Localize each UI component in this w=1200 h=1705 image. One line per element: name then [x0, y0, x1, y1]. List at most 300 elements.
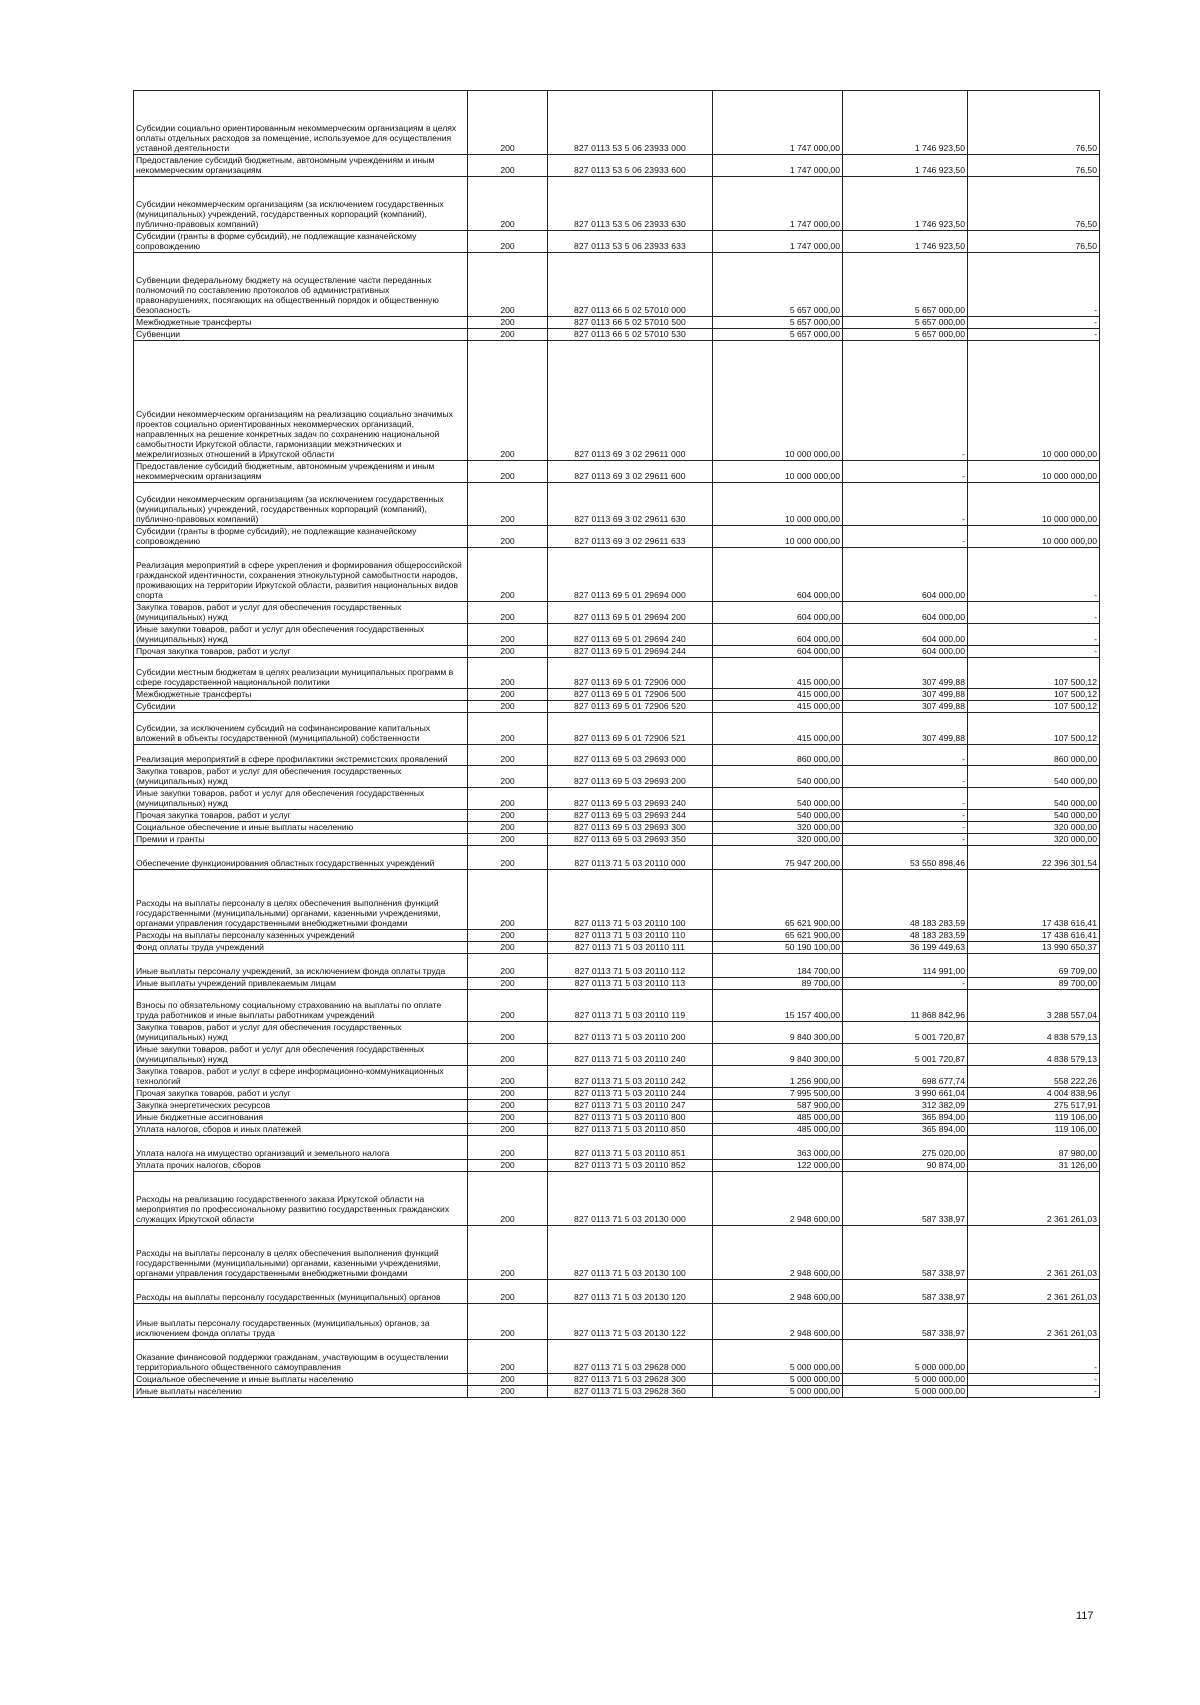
cell-budget-code: 827 0113 69 5 01 72906 521 [548, 713, 713, 745]
cell-remainder: 2 361 261,03 [968, 1226, 1100, 1280]
cell-description: Субсидии (гранты в форме субсидий), не подлежащие казначейскому сопровождению [134, 526, 468, 548]
cell-budget-code: 827 0113 71 5 03 20110 000 [548, 846, 713, 870]
cell-description: Взносы по обязательному социальному страхованию на выплаты по оплате труда работников и иные выплаты работникам учреждений [134, 990, 468, 1022]
cell-line-code: 200 [468, 602, 548, 624]
table-row [134, 713, 1100, 745]
table-row [134, 1340, 1100, 1374]
cell-description: Субсидии, за исключением субсидий на софинансирование капитальных вложений в объекты государственной (муниципальной) собственности [134, 713, 468, 745]
cell-approved: 540 000,00 [713, 766, 843, 788]
cell-executed: 5 657 000,00 [843, 253, 968, 317]
cell-budget-code: 827 0113 71 5 03 20110 200 [548, 1022, 713, 1044]
cell-executed: - [843, 810, 968, 822]
cell-executed: 587 338,97 [843, 1226, 968, 1280]
cell-budget-code: 827 0113 69 5 03 29693 000 [548, 745, 713, 766]
cell-remainder: - [968, 548, 1100, 602]
table-row [134, 930, 1100, 942]
cell-approved: 604 000,00 [713, 602, 843, 624]
cell-executed: 604 000,00 [843, 646, 968, 658]
cell-approved: 65 621 900,00 [713, 870, 843, 930]
cell-budget-code: 827 0113 71 5 03 20130 122 [548, 1304, 713, 1340]
cell-description: Фонд оплаты труда учреждений [134, 942, 468, 954]
cell-executed: - [843, 788, 968, 810]
cell-budget-code: 827 0113 71 5 03 20110 100 [548, 870, 713, 930]
cell-approved: 5 000 000,00 [713, 1386, 843, 1398]
cell-approved: 587 900,00 [713, 1100, 843, 1112]
table-row [134, 1304, 1100, 1340]
cell-budget-code: 827 0113 69 5 01 29694 244 [548, 646, 713, 658]
cell-budget-code: 827 0113 69 5 03 29693 240 [548, 788, 713, 810]
cell-line-code: 200 [468, 766, 548, 788]
cell-approved: 415 000,00 [713, 689, 843, 701]
cell-budget-code: 827 0113 69 3 02 29611 000 [548, 341, 713, 461]
cell-line-code: 200 [468, 526, 548, 548]
table-row [134, 483, 1100, 526]
cell-budget-code: 827 0113 69 5 01 72906 500 [548, 689, 713, 701]
table-row [134, 701, 1100, 713]
cell-remainder: 320 000,00 [968, 834, 1100, 846]
cell-budget-code: 827 0113 69 5 01 72906 000 [548, 658, 713, 689]
cell-description: Реализация мероприятий в сфере укрепления и формирования общероссийской гражданской идентичности, сохранения этнокультурной самобытности народов, проживающих на территории Иркутской области, развития национальных видов спорта [134, 548, 468, 602]
cell-executed: 5 000 000,00 [843, 1386, 968, 1398]
cell-budget-code: 827 0113 71 5 03 20110 113 [548, 978, 713, 990]
cell-budget-code: 827 0113 71 5 03 20110 242 [548, 1066, 713, 1088]
cell-approved: 540 000,00 [713, 810, 843, 822]
cell-description: Иные закупки товаров, работ и услуг для обеспечения государственных (муниципальных) нужд [134, 1044, 468, 1066]
table-row [134, 548, 1100, 602]
cell-budget-code: 827 0113 71 5 03 29628 000 [548, 1340, 713, 1374]
cell-executed: 604 000,00 [843, 602, 968, 624]
table-row [134, 341, 1100, 461]
cell-line-code: 200 [468, 1112, 548, 1124]
cell-approved: 485 000,00 [713, 1124, 843, 1136]
cell-approved: 1 747 000,00 [713, 155, 843, 177]
cell-approved: 2 948 600,00 [713, 1304, 843, 1340]
cell-budget-code: 827 0113 71 5 03 20130 000 [548, 1172, 713, 1226]
cell-approved: 184 700,00 [713, 954, 843, 978]
cell-executed: 365 894,00 [843, 1124, 968, 1136]
cell-approved: 604 000,00 [713, 548, 843, 602]
table-row [134, 155, 1100, 177]
cell-description: Иные выплаты персоналу учреждений, за исключением фонда оплаты труда [134, 954, 468, 978]
cell-executed: 604 000,00 [843, 624, 968, 646]
cell-description: Реализация мероприятий в сфере профилактики экстремистских проявлений [134, 745, 468, 766]
cell-description: Субсидии [134, 701, 468, 713]
cell-line-code: 200 [468, 646, 548, 658]
cell-remainder: 69 709,00 [968, 954, 1100, 978]
cell-budget-code: 827 0113 53 5 06 23933 630 [548, 177, 713, 231]
cell-description: Социальное обеспечение и иные выплаты населению [134, 1374, 468, 1386]
cell-executed: 307 499,88 [843, 713, 968, 745]
cell-remainder: 107 500,12 [968, 713, 1100, 745]
cell-remainder: - [968, 624, 1100, 646]
table-row [134, 526, 1100, 548]
cell-remainder: 17 438 616,41 [968, 930, 1100, 942]
cell-approved: 604 000,00 [713, 624, 843, 646]
cell-executed: 587 338,97 [843, 1280, 968, 1304]
cell-budget-code: 827 0113 71 5 03 20110 119 [548, 990, 713, 1022]
table-row [134, 766, 1100, 788]
cell-executed: 307 499,88 [843, 658, 968, 689]
cell-description: Расходы на выплаты персоналу в целях обеспечения выполнения функций государственными (муниципальными) органами, казенными учреждениями, органами управления государственными внебюджетными фондами [134, 1226, 468, 1280]
table-row [134, 870, 1100, 930]
cell-approved: 10 000 000,00 [713, 483, 843, 526]
cell-remainder: 119 106,00 [968, 1124, 1100, 1136]
cell-remainder: - [968, 1386, 1100, 1398]
cell-budget-code: 827 0113 69 5 01 72906 520 [548, 701, 713, 713]
cell-remainder: 17 438 616,41 [968, 870, 1100, 930]
cell-description: Закупка товаров, работ и услуг в сфере информационно-коммуникационных технологий [134, 1066, 468, 1088]
cell-executed: 365 894,00 [843, 1112, 968, 1124]
table-row [134, 1066, 1100, 1088]
cell-budget-code: 827 0113 71 5 03 20130 120 [548, 1280, 713, 1304]
cell-executed: 5 657 000,00 [843, 317, 968, 329]
table-row [134, 1160, 1100, 1172]
cell-line-code: 200 [468, 1066, 548, 1088]
cell-line-code: 200 [468, 942, 548, 954]
cell-approved: 50 190 100,00 [713, 942, 843, 954]
cell-approved: 1 747 000,00 [713, 91, 843, 155]
cell-approved: 122 000,00 [713, 1160, 843, 1172]
cell-description: Иные выплаты населению [134, 1386, 468, 1398]
cell-line-code: 200 [468, 1136, 548, 1160]
cell-remainder: 540 000,00 [968, 810, 1100, 822]
cell-executed: - [843, 834, 968, 846]
cell-description: Уплата налогов, сборов и иных платежей [134, 1124, 468, 1136]
table-row [134, 658, 1100, 689]
cell-executed: 5 000 000,00 [843, 1374, 968, 1386]
cell-executed: 5 001 720,87 [843, 1022, 968, 1044]
cell-approved: 75 947 200,00 [713, 846, 843, 870]
cell-line-code: 200 [468, 978, 548, 990]
cell-line-code: 200 [468, 1386, 548, 1398]
cell-description: Иные закупки товаров, работ и услуг для обеспечения государственных (муниципальных) нужд [134, 624, 468, 646]
cell-description: Субсидии (гранты в форме субсидий), не подлежащие казначейскому сопровождению [134, 231, 468, 253]
cell-executed: - [843, 461, 968, 483]
cell-line-code: 200 [468, 713, 548, 745]
cell-line-code: 200 [468, 846, 548, 870]
table-row [134, 231, 1100, 253]
cell-remainder: 3 288 557,04 [968, 990, 1100, 1022]
cell-approved: 10 000 000,00 [713, 461, 843, 483]
cell-description: Субсидии некоммерческим организациям (за исключением государственных (муниципальных) учреждений, государственных корпораций (компаний), публично-правовых компаний) [134, 483, 468, 526]
cell-description: Субсидии некоммерческим организациям (за исключением государственных (муниципальных) учреждений, государственных корпораций (компаний), публично-правовых компаний) [134, 177, 468, 231]
cell-line-code: 200 [468, 834, 548, 846]
table-row [134, 91, 1100, 155]
cell-approved: 5 657 000,00 [713, 317, 843, 329]
cell-approved: 415 000,00 [713, 713, 843, 745]
table-row [134, 624, 1100, 646]
cell-description: Закупка товаров, работ и услуг для обеспечения государственных (муниципальных) нужд [134, 602, 468, 624]
cell-budget-code: 827 0113 71 5 03 29628 300 [548, 1374, 713, 1386]
cell-approved: 5 000 000,00 [713, 1340, 843, 1374]
table-row [134, 1100, 1100, 1112]
cell-approved: 2 948 600,00 [713, 1172, 843, 1226]
cell-budget-code: 827 0113 69 5 01 29694 000 [548, 548, 713, 602]
cell-line-code: 200 [468, 1044, 548, 1066]
cell-budget-code: 827 0113 53 5 06 23933 633 [548, 231, 713, 253]
cell-approved: 320 000,00 [713, 834, 843, 846]
cell-description: Иные закупки товаров, работ и услуг для обеспечения государственных (муниципальных) нужд [134, 788, 468, 810]
table-body [134, 91, 1100, 1398]
cell-line-code: 200 [468, 1172, 548, 1226]
cell-line-code: 200 [468, 624, 548, 646]
table-row [134, 1112, 1100, 1124]
cell-line-code: 200 [468, 253, 548, 317]
cell-remainder: 2 361 261,03 [968, 1280, 1100, 1304]
cell-budget-code: 827 0113 69 5 01 29694 200 [548, 602, 713, 624]
cell-approved: 604 000,00 [713, 646, 843, 658]
cell-remainder: 76,50 [968, 91, 1100, 155]
cell-remainder: - [968, 329, 1100, 341]
table-row [134, 1022, 1100, 1044]
cell-approved: 363 000,00 [713, 1136, 843, 1160]
cell-remainder: 107 500,12 [968, 689, 1100, 701]
cell-line-code: 200 [468, 990, 548, 1022]
table-row [134, 1172, 1100, 1226]
cell-description: Иные бюджетные ассигнования [134, 1112, 468, 1124]
cell-executed: 312 382,09 [843, 1100, 968, 1112]
cell-remainder: 87 980,00 [968, 1136, 1100, 1160]
cell-description: Межбюджетные трансферты [134, 317, 468, 329]
cell-description: Расходы на реализацию государственного заказа Иркутской области на мероприятия по профессиональному развитию государственных гражданских служащих Иркутской области [134, 1172, 468, 1226]
cell-line-code: 200 [468, 810, 548, 822]
cell-budget-code: 827 0113 69 3 02 29611 630 [548, 483, 713, 526]
cell-executed: 48 183 283,59 [843, 870, 968, 930]
cell-remainder: 13 990 650,37 [968, 942, 1100, 954]
cell-line-code: 200 [468, 91, 548, 155]
cell-line-code: 200 [468, 231, 548, 253]
cell-executed: 1 746 923,50 [843, 231, 968, 253]
cell-budget-code: 827 0113 71 5 03 29628 360 [548, 1386, 713, 1398]
cell-description: Обеспечение функционирования областных государственных учреждений [134, 846, 468, 870]
cell-line-code: 200 [468, 745, 548, 766]
cell-budget-code: 827 0113 71 5 03 20110 111 [548, 942, 713, 954]
cell-budget-code: 827 0113 71 5 03 20110 850 [548, 1124, 713, 1136]
cell-approved: 9 840 300,00 [713, 1044, 843, 1066]
cell-line-code: 200 [468, 822, 548, 834]
cell-approved: 5 000 000,00 [713, 1374, 843, 1386]
cell-executed: - [843, 483, 968, 526]
cell-description: Социальное обеспечение и иные выплаты населению [134, 822, 468, 834]
cell-budget-code: 827 0113 71 5 03 20110 240 [548, 1044, 713, 1066]
cell-remainder: - [968, 253, 1100, 317]
table-row [134, 1386, 1100, 1398]
cell-description: Иные выплаты персоналу государственных (муниципальных) органов, за исключением фонда оплаты труда [134, 1304, 468, 1340]
cell-remainder: 540 000,00 [968, 766, 1100, 788]
cell-description: Субвенции федеральному бюджету на осуществление части переданных полномочий по составлению протоколов об административных правонарушениях, посягающих на общественный порядок и общественную безопасность [134, 253, 468, 317]
cell-approved: 1 747 000,00 [713, 177, 843, 231]
cell-line-code: 200 [468, 954, 548, 978]
cell-remainder: 76,50 [968, 155, 1100, 177]
cell-budget-code: 827 0113 71 5 03 20110 851 [548, 1136, 713, 1160]
cell-executed: 698 677,74 [843, 1066, 968, 1088]
cell-remainder: 31 126,00 [968, 1160, 1100, 1172]
cell-executed: - [843, 766, 968, 788]
cell-line-code: 200 [468, 1124, 548, 1136]
budget-execution-table [133, 90, 1100, 1398]
cell-description: Расходы на выплаты персоналу государственных (муниципальных) органов [134, 1280, 468, 1304]
cell-executed: 3 990 661,04 [843, 1088, 968, 1100]
cell-description: Уплата налога на имущество организаций и земельного налога [134, 1136, 468, 1160]
cell-budget-code: 827 0113 71 5 03 20110 247 [548, 1100, 713, 1112]
table-row [134, 846, 1100, 870]
cell-description: Расходы на выплаты персоналу в целях обеспечения выполнения функций государственными (муниципальными) органами, казенными учреждениями, органами управления государственными внебюджетными фондами [134, 870, 468, 930]
cell-remainder: - [968, 317, 1100, 329]
cell-description: Прочая закупка товаров, работ и услуг [134, 646, 468, 658]
cell-line-code: 200 [468, 548, 548, 602]
table-row [134, 1044, 1100, 1066]
cell-executed: 53 550 898,46 [843, 846, 968, 870]
cell-remainder: - [968, 1374, 1100, 1386]
cell-approved: 10 000 000,00 [713, 341, 843, 461]
cell-approved: 320 000,00 [713, 822, 843, 834]
table-row [134, 461, 1100, 483]
cell-executed: - [843, 526, 968, 548]
cell-approved: 485 000,00 [713, 1112, 843, 1124]
cell-description: Субсидии местным бюджетам в целях реализации муниципальных программ в сфере государственной национальной политики [134, 658, 468, 689]
cell-description: Субвенции [134, 329, 468, 341]
cell-line-code: 200 [468, 155, 548, 177]
table-row [134, 689, 1100, 701]
cell-budget-code: 827 0113 69 5 01 29694 240 [548, 624, 713, 646]
cell-budget-code: 827 0113 69 5 03 29693 350 [548, 834, 713, 846]
cell-budget-code: 827 0113 69 3 02 29611 633 [548, 526, 713, 548]
cell-budget-code: 827 0113 66 5 02 57010 000 [548, 253, 713, 317]
cell-remainder: 10 000 000,00 [968, 483, 1100, 526]
cell-executed: 114 991,00 [843, 954, 968, 978]
cell-executed: 587 338,97 [843, 1172, 968, 1226]
cell-description: Закупка энергетических ресурсов [134, 1100, 468, 1112]
cell-budget-code: 827 0113 69 5 03 29693 300 [548, 822, 713, 834]
cell-approved: 2 948 600,00 [713, 1226, 843, 1280]
cell-remainder: 89 700,00 [968, 978, 1100, 990]
cell-budget-code: 827 0113 71 5 03 20110 244 [548, 1088, 713, 1100]
cell-remainder: 22 396 301,54 [968, 846, 1100, 870]
cell-approved: 89 700,00 [713, 978, 843, 990]
table-row [134, 646, 1100, 658]
cell-line-code: 200 [468, 788, 548, 810]
cell-description: Предоставление субсидий бюджетным, автономным учреждениям и иным некоммерческим организациям [134, 461, 468, 483]
cell-budget-code: 827 0113 53 5 06 23933 600 [548, 155, 713, 177]
cell-line-code: 200 [468, 341, 548, 461]
cell-remainder: 4 004 838,96 [968, 1088, 1100, 1100]
cell-approved: 415 000,00 [713, 701, 843, 713]
cell-executed: 307 499,88 [843, 701, 968, 713]
cell-approved: 9 840 300,00 [713, 1022, 843, 1044]
cell-description: Расходы на выплаты персоналу казенных учреждений [134, 930, 468, 942]
cell-approved: 1 747 000,00 [713, 231, 843, 253]
cell-executed: 90 874,00 [843, 1160, 968, 1172]
cell-approved: 65 621 900,00 [713, 930, 843, 942]
cell-line-code: 200 [468, 1088, 548, 1100]
table-row [134, 1226, 1100, 1280]
cell-approved: 10 000 000,00 [713, 526, 843, 548]
cell-line-code: 200 [468, 1022, 548, 1044]
cell-line-code: 200 [468, 177, 548, 231]
cell-description: Субсидии социально ориентированным некоммерческим организациям в целях оплаты отдельных расходов за помещение, используемое для осуществления уставной деятельности [134, 91, 468, 155]
cell-executed: 1 746 923,50 [843, 155, 968, 177]
cell-remainder: - [968, 646, 1100, 658]
cell-executed: 307 499,88 [843, 689, 968, 701]
cell-executed: 275 020,00 [843, 1136, 968, 1160]
cell-budget-code: 827 0113 69 5 03 29693 244 [548, 810, 713, 822]
cell-approved: 540 000,00 [713, 788, 843, 810]
cell-executed: 587 338,97 [843, 1304, 968, 1340]
cell-executed: - [843, 978, 968, 990]
table-row [134, 329, 1100, 341]
cell-remainder: 2 361 261,03 [968, 1172, 1100, 1226]
cell-remainder: 10 000 000,00 [968, 461, 1100, 483]
cell-line-code: 200 [468, 870, 548, 930]
cell-line-code: 200 [468, 1280, 548, 1304]
cell-line-code: 200 [468, 689, 548, 701]
cell-remainder: 2 361 261,03 [968, 1304, 1100, 1340]
cell-budget-code: 827 0113 71 5 03 20110 800 [548, 1112, 713, 1124]
cell-remainder: 540 000,00 [968, 788, 1100, 810]
cell-description: Межбюджетные трансферты [134, 689, 468, 701]
cell-line-code: 200 [468, 329, 548, 341]
table-row [134, 1374, 1100, 1386]
table-row [134, 810, 1100, 822]
page-number: 117 [1076, 1610, 1094, 1622]
cell-executed: 1 746 923,50 [843, 91, 968, 155]
cell-line-code: 200 [468, 1340, 548, 1374]
cell-executed: - [843, 822, 968, 834]
cell-approved: 2 948 600,00 [713, 1280, 843, 1304]
cell-line-code: 200 [468, 483, 548, 526]
cell-description: Закупка товаров, работ и услуг для обеспечения государственных (муниципальных) нужд [134, 766, 468, 788]
cell-line-code: 200 [468, 1304, 548, 1340]
table-row [134, 1088, 1100, 1100]
cell-description: Прочая закупка товаров, работ и услуг [134, 810, 468, 822]
cell-executed: 5 000 000,00 [843, 1340, 968, 1374]
table-row [134, 788, 1100, 810]
cell-budget-code: 827 0113 71 5 03 20130 100 [548, 1226, 713, 1280]
table-row [134, 317, 1100, 329]
cell-line-code: 200 [468, 317, 548, 329]
cell-budget-code: 827 0113 66 5 02 57010 530 [548, 329, 713, 341]
cell-executed: 1 746 923,50 [843, 177, 968, 231]
cell-executed: 5 001 720,87 [843, 1044, 968, 1066]
cell-line-code: 200 [468, 930, 548, 942]
cell-line-code: 200 [468, 1100, 548, 1112]
table-row [134, 1124, 1100, 1136]
cell-remainder: - [968, 602, 1100, 624]
cell-approved: 5 657 000,00 [713, 253, 843, 317]
cell-remainder: 107 500,12 [968, 701, 1100, 713]
cell-remainder: 558 222,26 [968, 1066, 1100, 1088]
cell-line-code: 200 [468, 1160, 548, 1172]
cell-executed: 48 183 283,59 [843, 930, 968, 942]
cell-approved: 5 657 000,00 [713, 329, 843, 341]
cell-budget-code: 827 0113 66 5 02 57010 500 [548, 317, 713, 329]
cell-budget-code: 827 0113 71 5 03 20110 110 [548, 930, 713, 942]
cell-remainder: 10 000 000,00 [968, 341, 1100, 461]
table-row [134, 954, 1100, 978]
cell-approved: 860 000,00 [713, 745, 843, 766]
table-row [134, 253, 1100, 317]
table-row [134, 745, 1100, 766]
cell-approved: 15 157 400,00 [713, 990, 843, 1022]
cell-budget-code: 827 0113 71 5 03 20110 852 [548, 1160, 713, 1172]
cell-remainder: 4 838 579,13 [968, 1044, 1100, 1066]
table-row [134, 990, 1100, 1022]
cell-executed: 11 868 842,96 [843, 990, 968, 1022]
cell-approved: 1 256 900,00 [713, 1066, 843, 1088]
cell-line-code: 200 [468, 658, 548, 689]
table-row [134, 942, 1100, 954]
table-row [134, 602, 1100, 624]
